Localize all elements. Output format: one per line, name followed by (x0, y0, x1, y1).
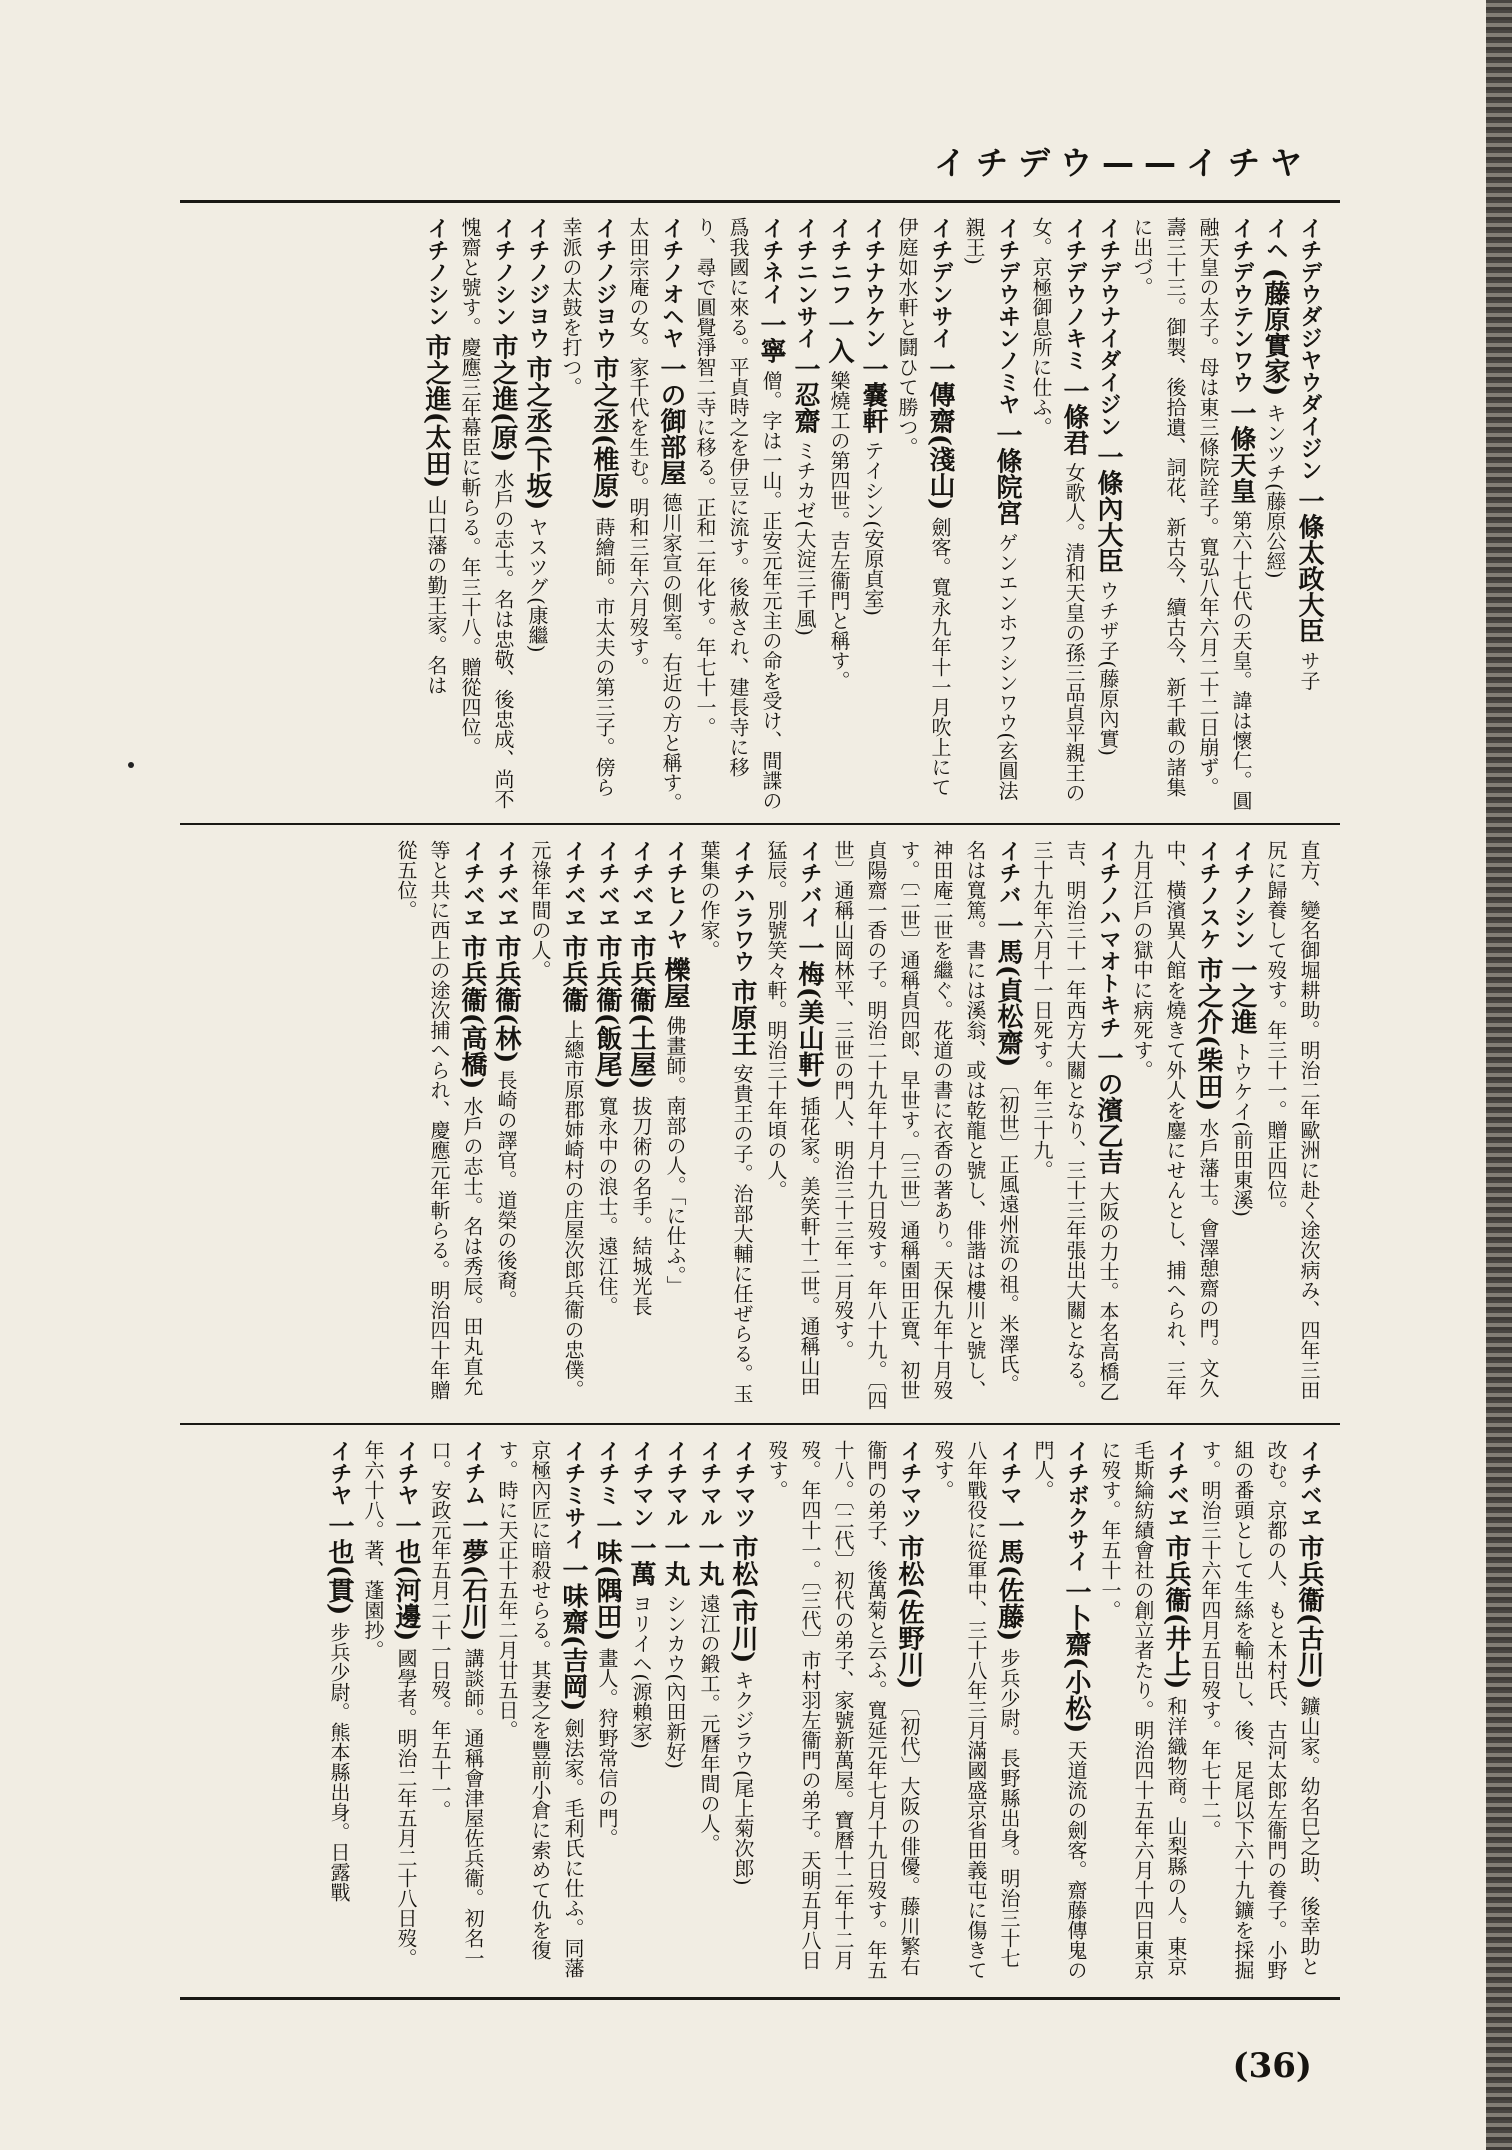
dictionary-entry (760, 1440, 926, 1987)
entry-headword: イチノジヨウ (525, 217, 550, 349)
entry-name: 一忍齋 (790, 355, 820, 434)
dictionary-entry (957, 217, 1024, 813)
entry-headword: イチマ (997, 1440, 1022, 1506)
entry-headword: イチデウヰンノミヤ (995, 217, 1020, 415)
dictionary-entry (1225, 840, 1259, 1413)
entry-text: キンツチ(藤原公經) (1263, 402, 1287, 579)
dictionary-entry (453, 217, 520, 813)
entry-name: 一馬(貞松齋) (993, 912, 1023, 1068)
entry-name: 市之介(柴田) (1193, 956, 1223, 1112)
entry-name: 市兵衞(土屋) (626, 934, 656, 1090)
print-speck (128, 762, 134, 768)
entry-text: 直方、變名御堀耕助。明治二年歐洲に赴く途次病み、四年三田尻に歸養して歿す。年三十一。贈正四位。 (1264, 840, 1321, 1400)
entry-text: キクジラウ(尾上菊次郎) (731, 1669, 755, 1886)
dictionary-entry (419, 217, 453, 813)
entry-text: 劍客。寬永九年十一月吹上にて伊庭如水軒と鬪ひて勝つ。 (895, 217, 952, 797)
dictionary-entry (520, 217, 554, 813)
entry-headword: イチニンサイ (793, 217, 818, 349)
entry-name: 一梅(美山軒) (794, 934, 824, 1090)
dictionary-entry (658, 840, 692, 1413)
entry-text: 步兵少尉。長野縣出身。明治三十七八年戰役に從軍中、三十八年三月滿國盛京省田義屯に傷きて歿す。 (931, 1440, 1021, 1980)
entry-text: 國學者。明治二年五月二十八日歿。年六十八。著、蓬園抄。 (361, 1440, 418, 1968)
entry-text: 山口藩の勤王家。名は (424, 494, 448, 695)
page-edge-shadow (1486, 0, 1512, 2150)
dictionary-entry (590, 840, 624, 1413)
entry-name: 一丸 (694, 1534, 724, 1587)
entry-text: 插花家。美笑軒十二世。通稱山田猛辰。別號笑々軒。明治三十年頃の人。 (764, 840, 821, 1396)
band-divider (180, 1423, 1340, 1425)
entry-name: 一の濱乙吉 (1093, 1044, 1123, 1175)
entry-text: 水戶の志士。名は忠敬、後忠成、尚不愧齋と號す。慶應三年幕臣に斬らる。年三十八。贈從四位。 (458, 217, 515, 809)
dictionary-entry (1093, 1440, 1193, 1987)
entry-text: サ子 (1297, 650, 1321, 691)
entry-headword: イチネイ (759, 217, 784, 305)
entry-name: 一味(隅田) (592, 1512, 622, 1642)
dictionary-entry (692, 1440, 726, 1987)
dictionary-entry (1025, 840, 1125, 1413)
dictionary-entry (856, 217, 890, 813)
dictionary-entry (692, 840, 759, 1413)
entry-name: 一夢(石川) (458, 1512, 488, 1642)
entry-text: 蒔繪師。市太夫の第三子。傍ら幸派の太鼓を打つ。 (559, 217, 616, 797)
entry-headword: イチデウダジヤウダイジン (1297, 217, 1322, 481)
entry-text: 女歌人。清和天皇の孫三品貞平親王の女。京極御息所に仕ふ。 (1029, 217, 1086, 803)
dictionary-entry (1026, 1440, 1093, 1987)
entry-text: 〔初世〕正風遠州流の祖。米澤氏。名は寬篤。書には溪翁、或は乾龍と號し、俳諧は樓川と號し、神田庵二世を繼ぐ。花道の書に衣香の著あり。天保九年十月歿す。〔二世〕通稱貞四郎、早世す。〔三世〕通稱園田正寬、初世貞陽齋一香の子。明治二十九年十月十九日歿す。年八十九。〔四世〕通稱山岡林平、三世の門人、明治三十三年二月歿す。 (831, 840, 1020, 1410)
page-number: (36) (1232, 2046, 1312, 2086)
entry-headword: イチデウテンワウ (1229, 217, 1254, 393)
dictionary-entry (726, 1440, 760, 1987)
entry-name: 市之進(原) (488, 333, 518, 463)
entry-name: 市兵衞(林) (491, 934, 521, 1064)
entry-name: 一之進 (1227, 956, 1257, 1035)
band-divider (180, 823, 1340, 825)
entry-text: 大阪の力士。本名高橋乙吉、明治三十一年西方大關となり、三十三年張出大關となる。三十九年六月十一日死す。年三十九。 (1030, 840, 1120, 1402)
dictionary-entry (826, 840, 1025, 1413)
entry-name: 一寧 (756, 311, 786, 364)
entry-columns (180, 1426, 1340, 1997)
running-head: イチデウ——イチヤ (933, 144, 1312, 182)
entry-name: 市松(佐野川) (894, 1534, 924, 1690)
entry-headword: イチノオヘヤ (659, 217, 684, 349)
entry-headword: イチバ (996, 840, 1021, 906)
entry-name: 一條內大臣 (1093, 443, 1123, 574)
dictionary-entry (1193, 1440, 1326, 1987)
entry-text: ミチカゼ(大淀三千風) (793, 440, 817, 636)
entry-text: 拔刀術の名手。結城光長 (629, 1095, 653, 1316)
entry-columns (180, 826, 1340, 1423)
entry-name: 一萬 (626, 1534, 656, 1587)
entry-headword: イチノシン (1230, 840, 1255, 950)
entry-columns (180, 203, 1340, 823)
entry-name: 市之進(太田) (421, 333, 451, 489)
entry-headword: イチノハマオトキチ (1096, 840, 1121, 1038)
entry-headword: イチヤ (394, 1440, 419, 1506)
entry-text: 鑛山家。幼名巳之助、後幸助と改む。京都の人、もと木村氏、古河太郎左衞門の養子。小野組の番頭として生絲を輸出し、後、足尾以下六十九鑛を採掘す。明治三十六年四月五日歿す。年七十二。 (1198, 1440, 1321, 1980)
dictionary-entry (489, 840, 523, 1413)
entry-name: 一也(貫) (324, 1512, 354, 1616)
entry-name: 市兵衞(飯尾) (592, 934, 622, 1090)
dictionary-entry (624, 840, 658, 1413)
dictionary-entry (624, 1440, 658, 1987)
entry-text: 天道流の劍客。齋藤傳鬼の門人。 (1031, 1440, 1088, 1980)
dictionary-entry (759, 840, 826, 1413)
entry-headword: イチナウケン (861, 217, 886, 349)
entry-name: 一味齋(吉岡) (558, 1556, 588, 1712)
entry-text: 佛畫師。南部の人。「に仕ふ。」 (663, 1015, 687, 1296)
entry-text: シンカウ(內田新好) (663, 1593, 687, 1769)
entry-name: 一也(河邊) (391, 1512, 421, 1642)
entry-text: 樂燒工の第四世。吉左衞門と稱す。 (827, 370, 851, 691)
entry-text: 遠江の鍛工。元曆年間の人。 (697, 1593, 721, 1854)
entry-name: 一條天皇 (1226, 399, 1256, 504)
entry-name: 一嚢軒 (858, 355, 888, 434)
entry-headword: イチノスケ (1196, 840, 1221, 950)
entry-text: 德川家宣の側室。右近の方と稱す。太田宗庵の女。家千代を生む。明和三年六月歿す。 (626, 217, 683, 813)
entry-text: 〔初代〕大阪の俳優。藤川繁右衞門の弟子、後萬菊と云ふ。寬延元年七月十九日歿す。年五十八。〔二代〕初代の弟子、家號新萬屋。寶曆十二年十二月歿。年四十一。〔三代〕市村羽左衞門の弟子。天明五月八日歿す。 (765, 1440, 921, 1980)
entry-text: 安貴王の子。治部大輔に任ぜらる。玉葉集の作家。 (697, 840, 754, 1404)
dictionary-entry (1125, 840, 1225, 1413)
entry-name: 一傳齋(淺山) (925, 355, 955, 511)
entry-headword: イチベヱ (494, 840, 519, 928)
entry-name: 市兵衞(井上) (1161, 1534, 1191, 1690)
entry-headword: イチハラワウ (730, 840, 755, 972)
dictionary-entry (590, 1440, 624, 1987)
entry-text: ヨリイヘ(源賴家) (629, 1593, 653, 1749)
entry-name: 一入 (824, 311, 854, 364)
dictionary-entry (788, 217, 822, 813)
entry-headword: イチマン (629, 1440, 654, 1528)
entry-text: 步兵少尉。熊本縣出身。日露戰 (327, 1621, 351, 1902)
entry-headword: イチベヱ (460, 840, 485, 928)
entry-text: ウチザ子(藤原內實) (1096, 580, 1120, 756)
entry-name: 一條太政大臣 (1294, 487, 1324, 644)
dictionary-entry (423, 1440, 490, 1987)
entry-name: 市之丞(椎原) (589, 355, 619, 511)
entry-headword: イチバイ (797, 840, 822, 928)
entry-text: 上總市原郡姉崎村の庄屋次郎兵衞の忠僕。元祿年間の人。 (528, 840, 585, 1400)
entry-text: 劍法家。毛利氏に仕ふ。同藩京極內匠に暗殺せらる。其妻之を豐前小倉に索めて仇を復す。時に天正十五年二月廿五日。 (495, 1440, 585, 1978)
dictionary-entry (1024, 217, 1091, 813)
entry-name: 市兵衞 (558, 934, 588, 1013)
dictionary-entry (621, 217, 688, 813)
entry-headword: イチム (461, 1440, 486, 1506)
dictionary-entry (1292, 217, 1326, 813)
dictionary-entry (688, 217, 788, 813)
entry-name: 一丸 (660, 1534, 690, 1587)
entry-headword: イチヤ (327, 1440, 352, 1506)
entry-name: 一卜齋(小松) (1061, 1578, 1091, 1734)
entry-name: 市之丞(下坂) (522, 355, 552, 511)
entry-headword: イチベヱ (629, 840, 654, 928)
entry-headword: イチベヱ (1164, 1440, 1189, 1528)
entry-headword: イチヒノヤ (663, 840, 688, 950)
entry-headword: イチノジヨウ (592, 217, 617, 349)
entry-name: 市原王 (727, 978, 757, 1057)
entry-headword: イチミ (595, 1440, 620, 1506)
dictionary-entry (1091, 217, 1125, 813)
entry-headword: イチノシン (491, 217, 516, 327)
entry-headword: イチデウノキミ (1062, 217, 1087, 371)
entry-headword: イチミサイ (561, 1440, 586, 1550)
dictionary-entry (890, 217, 957, 813)
entry-name: 一條院宮 (992, 421, 1022, 526)
entry-text: 水戶藩士。會澤憩齋の門。文久中、橫濱異人館を燒きて外人を鏖にせんとし、捕へられ、三年九月江戶の獄中に病死す。 (1130, 840, 1220, 1400)
entry-text: 畫人。狩野常信の門。 (595, 1647, 619, 1848)
entry-headword: イチニフ (827, 217, 852, 305)
entry-name: (藤原實家) (1260, 267, 1290, 397)
dictionary-entry (658, 1440, 692, 1987)
entry-name: 一の御部屋 (656, 355, 686, 486)
dictionary-entry (822, 217, 856, 813)
dictionary-entry (389, 840, 489, 1413)
entry-text: 長崎の譯官。道榮の後裔。 (494, 1069, 518, 1310)
text-band-top (180, 203, 1340, 823)
entry-headword: イチベヱ (561, 840, 586, 928)
dictionary-entry (554, 217, 621, 813)
entry-headword: イチデンサイ (928, 217, 953, 349)
entry-headword: イチデウナイダイジン (1096, 217, 1121, 437)
entry-text: トウケイ(前田東溪) (1230, 1041, 1254, 1217)
text-band-bottom (180, 1426, 1340, 1997)
entry-text: 第六十七代の天皇。諱は懷仁。圓融天皇の太子。母は東三條院詮子。寬弘八年六月二十二日崩ず。壽三十三。御製、後拾遺、詞花、新古今、續古今、新千載の諸集に出づ。 (1130, 217, 1253, 811)
entry-name: 一條君 (1059, 377, 1089, 456)
entry-text: 和洋織物商。山梨縣の人。東京毛斯綸紡績會社の創立者たり。明治四十五年六月十四日東京に歿す。年五十一。 (1098, 1440, 1188, 1980)
entry-headword: イチマツ (897, 1440, 922, 1528)
dictionary-entry (523, 840, 590, 1413)
entry-text: 水戶の志士。名は秀辰。田丸直允等と共に西上の途次捕へられ、慶應元年斬らる。明治四十年贈從五位。 (394, 840, 484, 1400)
entry-headword: イチボクサイ (1064, 1440, 1089, 1572)
entry-name: 市兵衞(古川) (1294, 1534, 1324, 1690)
dictionary-entry (356, 1440, 423, 1987)
entry-text: 僧。字は一山。正安元年元主の命を受け、間諜の爲我國に來る。平貞時之を伊豆に流す。後赦され、建長寺に移り、尋で圓覺淨智二寺に移る。正和二年化す。年七十一。 (693, 217, 783, 811)
dictionary-entry (1258, 217, 1292, 813)
entry-text: ヤスツグ(康繼) (525, 516, 549, 653)
dictionary-entry (1125, 217, 1258, 813)
entry-headword: イチマル (697, 1440, 722, 1528)
entry-text: 講談師。通稱會津屋佐兵衞。初名一口。安政元年五月二十一日歿。年五十一。 (428, 1440, 485, 1968)
dictionary-entry (1259, 840, 1326, 1413)
entry-text: ゲンエンホフシンワウ(玄圓法親王) (962, 217, 1019, 801)
entry-name: 市兵衞(高橋) (457, 934, 487, 1090)
text-band-middle (180, 826, 1340, 1423)
entry-headword: イチノシン (424, 217, 449, 327)
entry-name: 櫟屋 (660, 956, 690, 1009)
dictionary-entry (926, 1440, 1026, 1987)
entry-headword: イチベヱ (595, 840, 620, 928)
entry-name: 一馬(佐藤) (994, 1512, 1024, 1642)
entry-headword: イヘ (1263, 217, 1288, 261)
entry-text: 寬永中の浪士。遠江住。 (595, 1095, 619, 1316)
entry-headword: イチマツ (731, 1440, 756, 1528)
dictionary-entry (490, 1440, 590, 1987)
entry-text: テイシン(安原貞室) (861, 440, 885, 616)
dictionary-entry (322, 1440, 356, 1987)
entry-headword: イチベヱ (1297, 1440, 1322, 1528)
entry-name: 市松(市川) (728, 1534, 758, 1664)
entry-headword: イチマル (663, 1440, 688, 1528)
